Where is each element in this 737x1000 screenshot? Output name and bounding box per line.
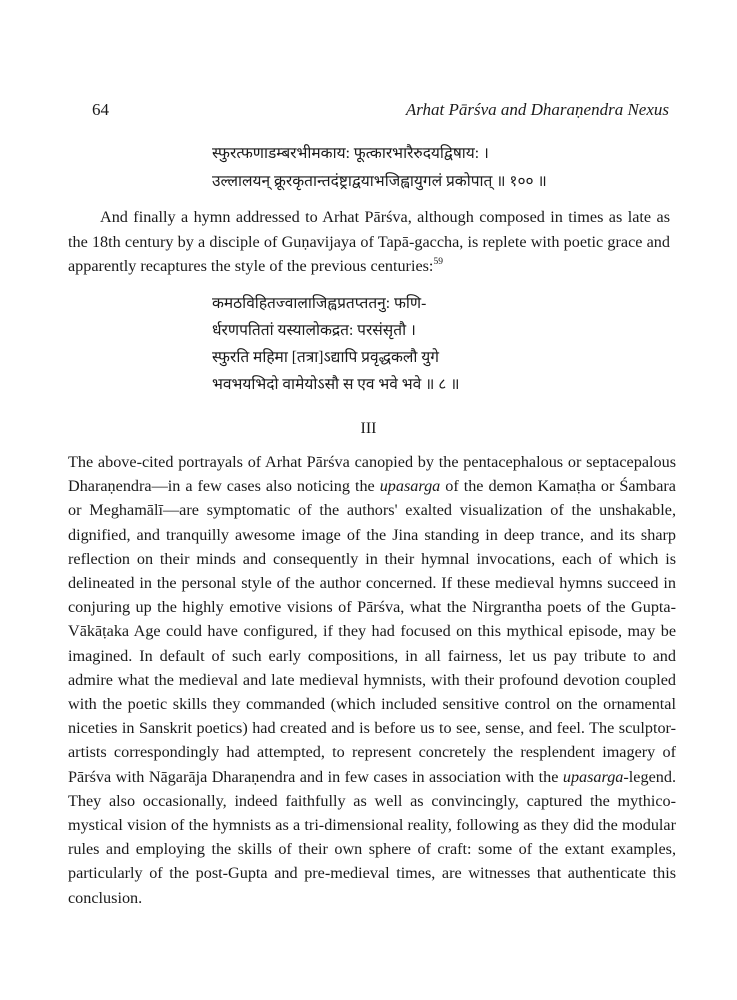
paragraph-text: The above-cited portrayals of Arhat Pārśva canopied by the pentacephalous or septacepalous Dharaṇendra—in a few cases also noticing the (68, 453, 676, 496)
verse-line: र्धरणपतितां यस्यालोकद्रत: परसंसृतौ । (212, 322, 416, 339)
sanskrit-verse-1 (212, 140, 547, 196)
verse-line: कमठविहितज्वालाजिह्वप्रतप्ततनु: फणि- (212, 295, 427, 312)
italic-term: upasarga (562, 767, 624, 786)
paragraph-main (68, 450, 676, 910)
paragraph-text: -legend. They also occasionally, indeed faithfully as well as convincingly, captured the mythico-mystical vision of the hymnists as a tri-dimensional reality, following as they did the modular rules and employing the skills of their own sphere of craft: some of the extant examples, particularly of the post-Gupta and pre-medieval times, are witnesses that authenticate this conclusion. (68, 767, 676, 907)
paragraph-text: And finally a hymn addressed to Arhat Pārśva, although composed in times as late as the 18th century by a disciple of Guṇavijaya of Tapā-gaccha, is replete with poetic grace and apparently recaptures the style of the previous centuries: (68, 208, 670, 275)
verse-line: स्फुरति महिमा [तत्रा]ऽद्यापि प्रवृद्धकलौ युगे (212, 349, 439, 366)
footnote-marker: 59 (433, 257, 443, 267)
page-number: 64 (92, 100, 109, 119)
verse-line: उल्लालयन् क्रूरकृतान्तदंष्ट्राद्वयाभजिह्वायुगलं प्रकोपात् ॥ १०० ॥ (212, 173, 547, 190)
running-head-title: Arhat Pārśva and Dharaṇendra Nexus (405, 100, 669, 119)
paragraph-text: of the demon Kamaṭha or Śambara or Meghamālī—are symptomatic of the authors' exalted visualization of the unshakable, dignified, and tranquilly awesome image of the Jina standing in deep trance, and its sharp reflection on their minds and consequently in their hymnal invocations, each of which is delineated in the personal style of the author concerned. If these medieval hymns succeed in conjuring up the highly emotive visions of Pārśva, what the Nirgrantha poets of the Gupta-Vākāṭaka Age could have configured, if they had focused on this mythical episode, may be imagined. In default of such early compositions, in all fairness, let us pay tribute to and admire what the medieval and late medieval hymnists, with their profound devotion coupled with the poetic skills they commanded (which included sensitive control on the ornamental niceties in Sanskrit poetics) had created and is before us to see, sense, and feel. The sculptor-artists correspondingly had attempted, to represent concretely the resplendent imagery of Pārśva with Nāgarāja Dharaṇendra and in few cases in association with the (68, 477, 676, 786)
sanskrit-verse-2 (212, 290, 460, 398)
italic-term: upasarga (379, 477, 441, 496)
verse-line: भवभयभिदो वामेयोऽसौ स एव भवे भवे ॥ ८ ॥ (212, 376, 460, 393)
verse-line: स्फुरत्फणाडम्बरभीमकाय: फूत्कारभारैरुदयद्विषाय: । (212, 145, 489, 162)
paragraph-hymn-intro (68, 205, 670, 279)
section-heading: III (360, 420, 377, 437)
